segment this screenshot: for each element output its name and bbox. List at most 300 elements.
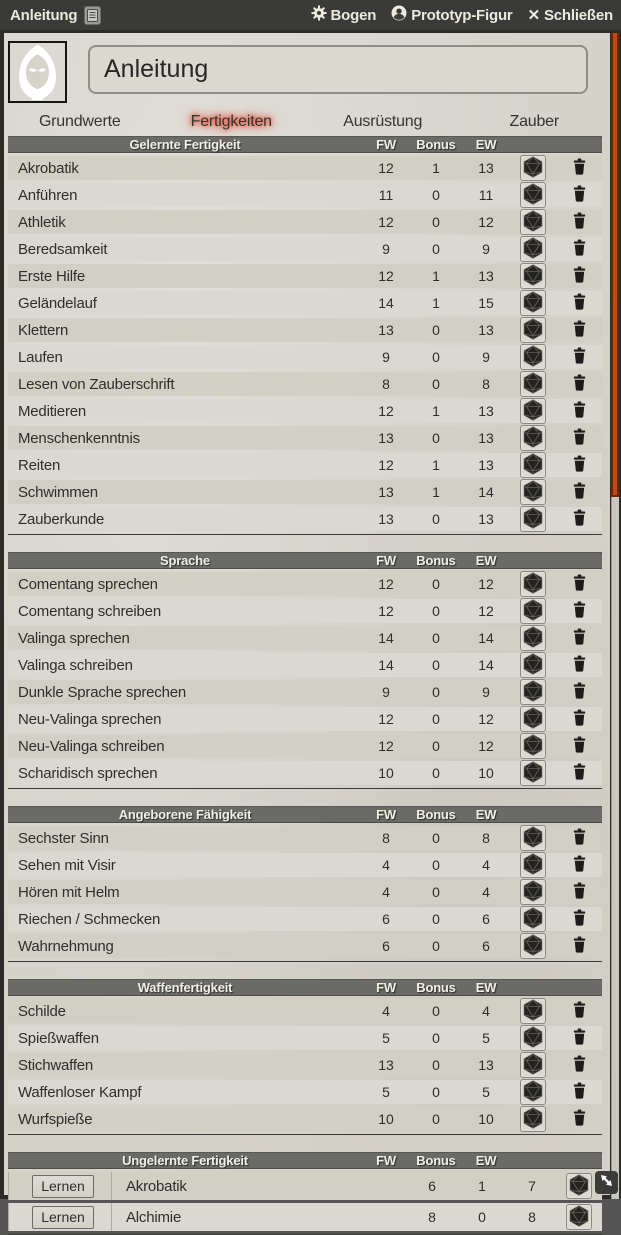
skill-bonus-value: 0 — [432, 938, 440, 954]
delete-skill-button[interactable] — [572, 158, 587, 178]
delete-skill-button[interactable] — [572, 882, 587, 902]
delete-skill-button[interactable] — [572, 428, 587, 448]
skill-bonus-value: 0 — [432, 1084, 440, 1100]
skill-name: Menschenkenntnis — [18, 429, 140, 447]
skill-bonus-value: 0 — [432, 241, 440, 257]
skill-name: Athletik — [18, 213, 66, 231]
column-header-fw: FW — [376, 1153, 396, 1168]
gear-icon — [311, 5, 327, 25]
roll-die-button[interactable] — [520, 452, 546, 478]
section-title: Sprache — [160, 553, 210, 568]
d20-die-icon — [522, 734, 544, 759]
skill-row — [8, 183, 602, 207]
skill-bonus-value: 0 — [432, 630, 440, 646]
skill-row — [8, 345, 602, 369]
skill-name: Anführen — [18, 186, 78, 204]
skill-ew-value: 13 — [478, 160, 494, 176]
trash-cell — [556, 428, 602, 448]
learn-cell — [8, 1203, 112, 1231]
section-title: Waffenfertigkeit — [137, 980, 233, 995]
skill-fw-value: 5 — [382, 1030, 390, 1046]
roll-die-button[interactable] — [520, 209, 546, 235]
delete-skill-button[interactable] — [572, 509, 587, 529]
skill-fw-value: 12 — [378, 738, 394, 754]
learn-button[interactable]: Lernen — [32, 1206, 94, 1229]
trash-icon — [572, 158, 587, 178]
skill-name: Riechen / Schmecken — [18, 910, 161, 928]
skill-name: Stichwaffen — [18, 1056, 94, 1074]
learn-button[interactable]: Lernen — [32, 1175, 94, 1198]
roll-die-button[interactable] — [520, 571, 546, 597]
skill-name: Neu-Valinga sprechen — [18, 710, 162, 728]
die-cell — [510, 879, 556, 905]
profile-header — [8, 41, 606, 107]
roll-die-button[interactable] — [520, 879, 546, 905]
d20-die-icon — [522, 183, 544, 208]
roll-die-button[interactable] — [520, 1106, 546, 1132]
skill-ew-value: 13 — [478, 511, 494, 527]
skill-bonus-value: 0 — [432, 1030, 440, 1046]
roll-die-button[interactable] — [520, 933, 546, 959]
skill-name: Comentang sprechen — [18, 575, 158, 593]
skill-ew-value: 12 — [478, 576, 494, 592]
trash-cell — [556, 509, 602, 529]
trash-icon — [572, 1055, 587, 1075]
delete-skill-button[interactable] — [572, 212, 587, 232]
skill-fw-value: 9 — [382, 349, 390, 365]
skill-ew-value: 9 — [482, 349, 490, 365]
tab-bar — [4, 111, 610, 133]
roll-die-button[interactable] — [520, 679, 546, 705]
column-header-ew: EW — [475, 137, 497, 152]
skill-name: Valinga sprechen — [18, 629, 130, 647]
delete-skill-button[interactable] — [572, 374, 587, 394]
trash-icon — [572, 682, 587, 702]
skill-row — [8, 264, 602, 288]
skill-ew-value: 8 — [482, 376, 490, 392]
d20-die-icon — [522, 999, 544, 1024]
skill-ew-value: 5 — [482, 1084, 490, 1100]
skill-ew-value: 6 — [482, 938, 490, 954]
roll-die-button[interactable] — [520, 760, 546, 786]
die-cell — [510, 733, 556, 759]
die-cell — [510, 1052, 556, 1078]
tab-fertigkeiten[interactable]: Fertigkeiten — [190, 113, 272, 130]
trash-icon — [572, 574, 587, 594]
trash-cell — [556, 1082, 602, 1102]
skill-name: Lesen von Zauberschrift — [18, 375, 175, 393]
delete-skill-button[interactable] — [572, 709, 587, 729]
skill-row — [8, 453, 602, 477]
skill-row — [8, 507, 602, 531]
d20-die-icon — [522, 480, 544, 505]
trash-cell — [556, 828, 602, 848]
roll-die-button[interactable] — [566, 1173, 592, 1199]
skill-fw-value: 4 — [382, 857, 390, 873]
die-cell — [510, 825, 556, 851]
skill-row — [8, 734, 602, 758]
section-title: Gelernte Fertigkeit — [129, 137, 241, 152]
skill-row — [8, 907, 602, 931]
trash-icon — [572, 1028, 587, 1048]
scrollbar-thumb[interactable] — [611, 33, 619, 497]
trash-cell — [556, 293, 602, 313]
roll-die-button[interactable] — [520, 1079, 546, 1105]
die-cell — [510, 479, 556, 505]
trash-cell — [556, 682, 602, 702]
trash-icon — [572, 347, 587, 367]
skill-section — [8, 552, 602, 789]
skill-name: Alchimie — [126, 1208, 182, 1226]
d20-die-icon — [522, 1080, 544, 1105]
roll-die-button[interactable] — [520, 506, 546, 532]
resize-handle[interactable] — [595, 1171, 618, 1194]
roll-die-button[interactable] — [520, 155, 546, 181]
sheet-menu-label: Bogen — [330, 6, 377, 24]
skill-bonus-value: 0 — [432, 1111, 440, 1127]
d20-die-icon — [522, 880, 544, 905]
skill-fw-value: 8 — [382, 376, 390, 392]
die-cell — [510, 182, 556, 208]
roll-die-button[interactable] — [520, 998, 546, 1024]
die-cell — [510, 933, 556, 959]
diagonal-resize-icon — [599, 1173, 614, 1193]
tab-ausruestung[interactable]: Ausrüstung — [343, 113, 423, 130]
skill-bonus-value: 0 — [432, 830, 440, 846]
delete-skill-button[interactable] — [572, 401, 587, 421]
skill-ew-value: 10 — [478, 765, 494, 781]
roll-die-button[interactable] — [520, 317, 546, 343]
die-cell — [510, 317, 556, 343]
roll-die-button[interactable] — [520, 1025, 546, 1051]
delete-skill-button[interactable] — [572, 455, 587, 475]
skill-row — [8, 999, 602, 1023]
d20-die-icon — [522, 345, 544, 370]
trash-icon — [572, 266, 587, 286]
titlebar-left — [10, 6, 101, 25]
d20-die-icon — [568, 1174, 590, 1199]
roll-die-button[interactable] — [566, 1204, 592, 1230]
skill-ew-value: 8 — [528, 1209, 536, 1225]
roll-die-button[interactable] — [520, 182, 546, 208]
delete-skill-button[interactable] — [572, 293, 587, 313]
trash-cell — [556, 909, 602, 929]
skill-ew-value: 13 — [478, 457, 494, 473]
trash-icon — [572, 1082, 587, 1102]
delete-skill-button[interactable] — [572, 909, 587, 929]
skill-row — [8, 707, 602, 731]
column-header-ew: EW — [475, 1153, 497, 1168]
roll-die-button[interactable] — [520, 825, 546, 851]
trash-icon — [572, 709, 587, 729]
d20-die-icon — [522, 626, 544, 651]
trash-cell — [556, 374, 602, 394]
delete-skill-button[interactable] — [572, 828, 587, 848]
roll-die-button[interactable] — [520, 1052, 546, 1078]
d20-die-icon — [522, 680, 544, 705]
roll-die-button[interactable] — [520, 906, 546, 932]
delete-skill-button[interactable] — [572, 320, 587, 340]
skill-ew-value: 11 — [478, 187, 494, 203]
column-header-bonus: Bonus — [416, 980, 456, 995]
delete-skill-button[interactable] — [572, 655, 587, 675]
skill-name: Erste Hilfe — [18, 267, 85, 285]
delete-skill-button[interactable] — [572, 482, 587, 502]
die-cell — [510, 398, 556, 424]
delete-skill-button[interactable] — [572, 736, 587, 756]
skill-fw-value: 12 — [378, 457, 394, 473]
section-rows — [8, 572, 602, 789]
trash-icon — [572, 736, 587, 756]
column-header-ew: EW — [475, 553, 497, 568]
section-rows — [8, 826, 602, 962]
tab-grundwerte[interactable]: Grundwerte — [38, 113, 121, 130]
roll-die-button[interactable] — [520, 236, 546, 262]
skill-fw-value: 13 — [378, 430, 394, 446]
trash-icon — [572, 655, 587, 675]
die-cell — [510, 1106, 556, 1132]
skill-bonus-value: 0 — [478, 1209, 486, 1225]
trash-cell — [556, 455, 602, 475]
die-cell — [510, 263, 556, 289]
skill-ew-value: 15 — [478, 295, 494, 311]
roll-die-button[interactable] — [520, 425, 546, 451]
roll-die-button[interactable] — [520, 479, 546, 505]
skill-section — [8, 979, 602, 1135]
skill-name: Schwimmen — [18, 483, 98, 501]
delete-skill-button[interactable] — [572, 1109, 587, 1129]
trash-icon — [572, 855, 587, 875]
trash-cell — [556, 763, 602, 783]
section-rows — [8, 156, 602, 535]
skill-name: Reiten — [18, 456, 61, 474]
trash-icon — [572, 509, 587, 529]
skill-bonus-value: 1 — [432, 268, 440, 284]
trash-cell — [556, 709, 602, 729]
skill-row — [8, 426, 602, 450]
d20-die-icon — [522, 1026, 544, 1051]
die-cell — [556, 1204, 602, 1230]
column-header-fw: FW — [376, 980, 396, 995]
roll-die-button[interactable] — [520, 598, 546, 624]
trash-icon — [572, 628, 587, 648]
delete-skill-button[interactable] — [572, 628, 587, 648]
delete-skill-button[interactable] — [572, 1055, 587, 1075]
tab-zauber[interactable]: Zauber — [509, 113, 559, 130]
avatar[interactable] — [8, 41, 67, 103]
delete-skill-button[interactable] — [572, 601, 587, 621]
roll-die-button[interactable] — [520, 652, 546, 678]
trash-cell — [556, 1055, 602, 1075]
skill-ew-value: 12 — [478, 738, 494, 754]
skill-fw-value: 12 — [378, 576, 394, 592]
column-header-fw: FW — [376, 137, 396, 152]
skill-fw-value: 4 — [382, 884, 390, 900]
trash-icon — [572, 828, 587, 848]
column-header-bonus: Bonus — [416, 1153, 456, 1168]
trash-cell — [556, 401, 602, 421]
person-icon — [391, 5, 407, 25]
trash-icon — [572, 293, 587, 313]
delete-skill-button[interactable] — [572, 682, 587, 702]
skill-row — [8, 761, 602, 785]
skill-bonus-value: 0 — [432, 765, 440, 781]
skill-fw-value: 9 — [382, 241, 390, 257]
skill-bonus-value: 1 — [432, 403, 440, 419]
delete-skill-button[interactable] — [572, 239, 587, 259]
trash-icon — [572, 428, 587, 448]
skill-fw-value: 5 — [382, 1084, 390, 1100]
skill-ew-value: 4 — [482, 1003, 490, 1019]
character-name-input[interactable] — [88, 45, 588, 94]
figure-menu-button[interactable] — [391, 5, 512, 25]
skill-bonus-value: 0 — [432, 738, 440, 754]
skill-fw-value: 12 — [378, 711, 394, 727]
roll-die-button[interactable] — [520, 398, 546, 424]
delete-skill-button[interactable] — [572, 574, 587, 594]
skill-name: Dunkle Sprache sprechen — [18, 683, 187, 701]
section-title: Ungelernte Fertigkeit — [122, 1153, 248, 1168]
trash-cell — [556, 882, 602, 902]
skill-fw-value: 12 — [378, 214, 394, 230]
roll-die-button[interactable] — [520, 706, 546, 732]
trash-cell — [556, 736, 602, 756]
sheet-menu-button[interactable] — [311, 5, 377, 25]
d20-die-icon — [522, 653, 544, 678]
skill-ew-value: 14 — [478, 657, 494, 673]
section-header — [8, 806, 602, 823]
skill-ew-value: 10 — [478, 1111, 494, 1127]
d20-die-icon — [522, 399, 544, 424]
skill-section — [8, 1152, 602, 1235]
skill-name: Sechster Sinn — [18, 829, 109, 847]
skill-fw-value: 14 — [378, 657, 394, 673]
skill-bonus-value: 0 — [432, 376, 440, 392]
skill-bonus-value: 0 — [432, 349, 440, 365]
delete-skill-button[interactable] — [572, 347, 587, 367]
trash-cell — [556, 482, 602, 502]
skill-fw-value: 12 — [378, 603, 394, 619]
die-cell — [510, 236, 556, 262]
skill-row — [8, 934, 602, 958]
learn-cell — [8, 1172, 112, 1200]
skill-row — [8, 1080, 602, 1104]
skill-bonus-value: 0 — [432, 511, 440, 527]
delete-skill-button[interactable] — [572, 1082, 587, 1102]
skill-fw-value: 12 — [378, 403, 394, 419]
skill-section — [8, 136, 602, 535]
d20-die-icon — [522, 426, 544, 451]
trash-cell — [556, 1109, 602, 1129]
delete-skill-button[interactable] — [572, 763, 587, 783]
delete-skill-button[interactable] — [572, 185, 587, 205]
d20-die-icon — [568, 1205, 590, 1230]
skill-ew-value: 14 — [478, 484, 494, 500]
trash-icon — [572, 374, 587, 394]
skill-fw-value: 13 — [378, 484, 394, 500]
roll-die-button[interactable] — [520, 733, 546, 759]
skill-bonus-value: 0 — [432, 884, 440, 900]
skill-name: Waffenloser Kampf — [18, 1083, 142, 1101]
roll-die-button[interactable] — [520, 263, 546, 289]
skill-ew-value: 13 — [478, 1057, 494, 1073]
skill-bonus-value: 1 — [432, 295, 440, 311]
trash-cell — [556, 212, 602, 232]
window-title: Anleitung — [10, 6, 78, 24]
delete-skill-button[interactable] — [572, 855, 587, 875]
trash-cell — [556, 574, 602, 594]
trash-cell — [556, 936, 602, 956]
skill-row — [8, 853, 602, 877]
skill-name: Akrobatik — [126, 1177, 187, 1195]
d20-die-icon — [522, 599, 544, 624]
trash-icon — [572, 482, 587, 502]
skill-name: Hören mit Helm — [18, 883, 120, 901]
roll-die-button[interactable] — [520, 344, 546, 370]
trash-icon — [572, 882, 587, 902]
skill-ew-value: 9 — [482, 684, 490, 700]
trash-cell — [556, 158, 602, 178]
skill-fw-value: 9 — [382, 684, 390, 700]
d20-die-icon — [522, 264, 544, 289]
trash-cell — [556, 320, 602, 340]
skill-row — [8, 291, 602, 315]
delete-skill-button[interactable] — [572, 266, 587, 286]
skill-name: Sehen mit Visir — [18, 856, 116, 874]
sections-mount — [8, 136, 602, 1235]
delete-skill-button[interactable] — [572, 1001, 587, 1021]
skill-ew-value: 8 — [482, 830, 490, 846]
skill-name: Geländelauf — [18, 294, 97, 312]
die-cell — [510, 344, 556, 370]
skill-row — [8, 156, 602, 180]
skill-section — [8, 806, 602, 962]
delete-skill-button[interactable] — [572, 936, 587, 956]
skill-ew-value: 14 — [478, 630, 494, 646]
die-cell — [510, 906, 556, 932]
column-header-bonus: Bonus — [416, 807, 456, 822]
delete-skill-button[interactable] — [572, 1028, 587, 1048]
skill-ew-value: 4 — [482, 884, 490, 900]
skill-name: Wahrnehmung — [18, 937, 114, 955]
die-cell — [510, 998, 556, 1024]
skill-fw-value: 4 — [382, 1003, 390, 1019]
scrollbar[interactable] — [611, 33, 619, 1199]
skill-fw-value: 8 — [382, 830, 390, 846]
skill-name: Akrobatik — [18, 159, 79, 177]
skill-row — [8, 880, 602, 904]
skill-fw-value: 11 — [378, 187, 394, 203]
roll-die-button[interactable] — [520, 852, 546, 878]
roll-die-button[interactable] — [520, 371, 546, 397]
d20-die-icon — [522, 372, 544, 397]
skill-fw-value: 13 — [378, 322, 394, 338]
section-header — [8, 979, 602, 996]
d20-die-icon — [522, 907, 544, 932]
section-rows — [8, 999, 602, 1135]
skill-name: Beredsamkeit — [18, 240, 108, 258]
roll-die-button[interactable] — [520, 290, 546, 316]
trash-icon — [572, 212, 587, 232]
roll-die-button[interactable] — [520, 625, 546, 651]
trash-cell — [556, 1001, 602, 1021]
d20-die-icon — [522, 453, 544, 478]
skill-bonus-value: 0 — [432, 576, 440, 592]
skill-row — [8, 318, 602, 342]
section-header — [8, 136, 602, 153]
close-button[interactable] — [528, 7, 613, 24]
trash-icon — [572, 601, 587, 621]
